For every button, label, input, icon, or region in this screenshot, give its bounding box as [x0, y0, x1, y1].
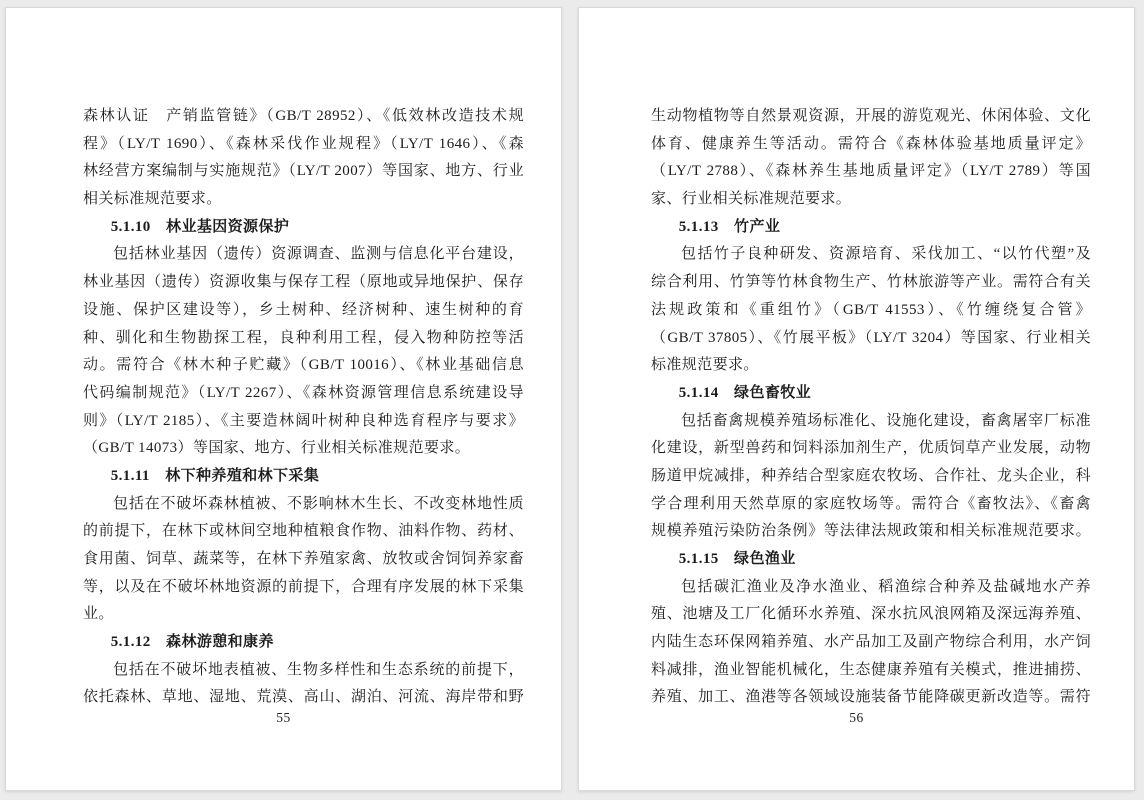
- text-line: 业。: [83, 606, 114, 623]
- page-56-text-column: [651, 103, 1091, 712]
- text-line: 内陆生态环保网箱养殖、水产品加工及副产物综合利用，水产饲: [651, 634, 1091, 651]
- text-line: 包括在不破坏森林植被、不影响林木生长、不改变林地性质: [113, 495, 524, 512]
- section-heading: 5.1.12 森林游憩和康养: [110, 634, 274, 651]
- document-page-55: [5, 7, 562, 791]
- section-heading: 5.1.13 竹产业: [678, 218, 781, 235]
- text-line: 包括林业基因（遗传）资源调查、监测与信息化平台建设，: [113, 246, 524, 263]
- section-heading: 5.1.10 林业基因资源保护: [110, 218, 290, 235]
- text-line: 包括在不破坏地表植被、生物多样性和生态系统的前提下，: [113, 661, 524, 678]
- text-line: 代码编制规范》（LY/T 2267）、《森林资源管理信息系统建设导: [83, 384, 524, 401]
- text-line: （GB/T 37805）、《竹展平板》（LY/T 3204）等国家、行业相关: [651, 329, 1091, 346]
- text-line: 肠道甲烷减排，种养结合型家庭农牧场、合作社、龙头企业，科: [651, 467, 1091, 484]
- text-line: 规模养殖污染防治条例》等法律法规政策和相关标准规范要求。: [651, 523, 1091, 540]
- text-line: 动。需符合《林木种子贮藏》（GB/T 10016）、《林业基础信息: [83, 357, 524, 374]
- text-line: 程》（LY/T 1690）、《森林采伐作业规程》（LY/T 1646）、《森: [83, 135, 524, 152]
- text-line: 综合利用、竹笋等竹林食物生产、竹林旅游等产业。需符合有关: [651, 274, 1091, 291]
- text-line: 养殖、加工、渔港等各领域设施装备节能降碳更新改造等。需符: [651, 689, 1091, 706]
- text-line: 生动物植物等自然景观资源，开展的游览观光、休闲体验、文化: [651, 108, 1091, 124]
- text-line: 森林认证 产销监管链》（GB/T 28952）、《低效林改造技术规: [83, 108, 524, 124]
- text-line: 料减排，渔业智能机械化，生态健康养殖有关模式，推进捕捞、: [651, 661, 1091, 678]
- section-heading: 5.1.11 林下种养殖和林下采集: [110, 467, 320, 484]
- text-line: 的前提下，在林下或林间空地种植粮食作物、油料作物、药材、: [83, 523, 524, 540]
- text-line: 林业基因（遗传）资源收集与保存工程（原地或异地保护、保存: [83, 274, 524, 291]
- text-line: 设施、保护区建设等），乡土树种、经济树种、速生树种的育: [83, 301, 524, 318]
- document-page-56: [578, 7, 1135, 791]
- text-line: 包括碳汇渔业及净水渔业、稻渔综合种养及盐碱地水产养: [681, 578, 1091, 595]
- text-line: 家、行业相关标准规范要求。: [651, 191, 852, 208]
- page-56-number: 56: [849, 710, 864, 725]
- text-line: 则》（LY/T 2185）、《主要造林阔叶树种良种选育程序与要求》: [83, 412, 524, 429]
- text-line: 食用菌、饲草、蔬菜等，在林下养殖家禽、放牧或舍饲饲养家畜: [83, 551, 524, 567]
- text-line: 种、驯化和生物勘探工程，良种利用工程，侵入物种防控等活: [83, 329, 524, 346]
- section-heading: 5.1.15 绿色渔业: [678, 551, 796, 567]
- text-line: 体育、健康养生等活动。需符合《森林体验基地质量评定》: [651, 135, 1091, 152]
- text-line: 相关标准规范要求。: [83, 191, 222, 208]
- text-line: 依托森林、草地、湿地、荒漠、高山、湖泊、河流、海岸带和野: [83, 689, 524, 706]
- text-line: 学合理利用天然草原的家庭牧场等。需符合《畜牧法》、《畜禽: [651, 495, 1091, 512]
- text-line: （LY/T 2788）、《森林养生基地质量评定》（LY/T 2789）等国: [651, 163, 1091, 180]
- section-heading: 5.1.14 绿色畜牧业: [678, 384, 812, 401]
- text-line: 包括畜禽规模养殖场标准化、设施化建设，畜禽屠宰厂标准: [681, 412, 1091, 429]
- text-line: 包括竹子良种研发、资源培育、采伐加工、“以竹代塑”及: [681, 246, 1091, 263]
- text-line: 等，以及在不破坏林地资源的前提下，合理有序发展的林下采集: [83, 578, 524, 595]
- text-line: 林经营方案编制与实施规范》（LY/T 2007）等国家、地方、行业: [83, 163, 524, 180]
- text-line: 法规政策和《重组竹》（GB/T 41553）、《竹缠绕复合管》: [651, 301, 1091, 318]
- text-line: 标准规范要求。: [651, 357, 759, 374]
- page-55-text-column: [83, 103, 524, 712]
- page-55-number: 55: [276, 710, 291, 725]
- text-line: （GB/T 14073）等国家、地方、行业相关标准规范要求。: [83, 440, 471, 457]
- text-line: 殖、池塘及工厂化循环水养殖、深水抗风浪网箱及深远海养殖、: [651, 606, 1091, 623]
- text-line: 化建设，新型兽药和饲料添加剂生产，优质饲草产业发展，动物: [651, 440, 1091, 457]
